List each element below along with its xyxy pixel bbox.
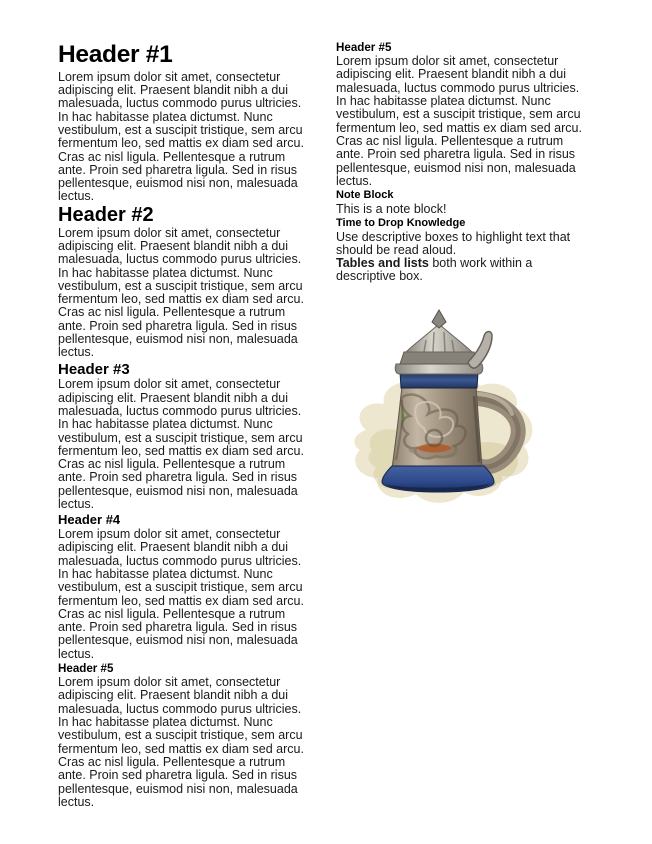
drop-knowledge-heading: Time to Drop Knowledge [336, 216, 466, 229]
lorem-paragraph: Lorem ipsum dolor sit amet, consectetur adipiscing elit. Praesent blandit nibh a dui malesuada, luctus commodo purus ultricies. In hac habitasse platea dictumst. Nunc vestibulum, est a suscipit tristique, sem arcu fermentum leo, sed mattis ex diam sed arcu. Cras ac nisl ligula. Pellentesque a rutrum ante. Proin sed pharetra ligula. Sed in risus pellentesque, euismod nisi non, malesuada lectus. [58, 527, 304, 661]
tables-and-lists-bold: Tables and lists [336, 256, 429, 271]
header-4-heading: Header #4 [58, 512, 121, 528]
right-column [336, 30, 586, 809]
header-1-heading: Header #1 [58, 41, 173, 68]
stein-body [392, 386, 482, 468]
header-3-heading: Header #3 [58, 360, 130, 378]
header-5-heading: Header #5 [58, 661, 114, 675]
beer-stein-figure [338, 300, 562, 512]
lorem-paragraph: Lorem ipsum dolor sit amet, consectetur adipiscing elit. Praesent blandit nibh a dui malesuada, luctus commodo purus ultricies. In hac habitasse platea dictumst. Nunc vestibulum, est a suscipit tristique, sem arcu fermentum leo, sed mattis ex diam sed arcu. Cras ac nisl ligula. Pellentesque a rutrum ante. Proin sed pharetra ligula. Sed in risus pellentesque, euismod nisi non, malesuada lectus. [336, 54, 582, 188]
drop-knowledge-text: Use descriptive boxes to highlight text that should be read aloud. [336, 229, 571, 257]
stein-thumb-lever [468, 331, 492, 368]
note-block-heading: Note Block [336, 189, 394, 202]
tables-and-lists-rest: both work within a descriptive box. [336, 256, 533, 284]
left-column [58, 30, 308, 809]
beer-stein-image [338, 300, 562, 512]
lorem-paragraph: Lorem ipsum dolor sit amet, consectetur adipiscing elit. Praesent blandit nibh a dui malesuada, luctus commodo purus ultricies. In hac habitasse platea dictumst. Nunc vestibulum, est a suscipit tristique, sem arcu fermentum leo, sed mattis ex diam sed arcu. Cras ac nisl ligula. Pellentesque a rutrum ante. Proin sed pharetra ligula. Sed in risus pellentesque, euismod nisi non, malesuada lectus. [58, 377, 304, 512]
stein-base [382, 466, 494, 492]
lorem-paragraph: Lorem ipsum dolor sit amet, consectetur adipiscing elit. Praesent blandit nibh a dui malesuada, luctus commodo purus ultricies. In hac habitasse platea dictumst. Nunc vestibulum, est a suscipit tristique, sem arcu fermentum leo, sed mattis ex diam sed arcu. Cras ac nisl ligula. Pellentesque a rutrum ante. Proin sed pharetra ligula. Sed in risus pellentesque, euismod nisi non, malesuada lectus. [58, 675, 304, 809]
header-2-heading: Header #2 [58, 203, 154, 226]
tables-and-lists-text [336, 257, 586, 284]
lorem-paragraph: Lorem ipsum dolor sit amet, consectetur adipiscing elit. Praesent blandit nibh a dui malesuada, luctus commodo purus ultricies. In hac habitasse platea dictumst. Nunc vestibulum, est a suscipit tristique, sem arcu fermentum leo, sed mattis ex diam sed arcu. Cras ac nisl ligula. Pellentesque a rutrum ante. Proin sed pharetra ligula. Sed in risus pellentesque, euismod nisi non, malesuada lectus. [58, 69, 304, 204]
header-5-heading: Header #5 [336, 41, 392, 54]
note-block-text: This is a note block! [336, 201, 447, 216]
lorem-paragraph: Lorem ipsum dolor sit amet, consectetur adipiscing elit. Praesent blandit nibh a dui malesuada, luctus commodo purus ultricies. In hac habitasse platea dictumst. Nunc vestibulum, est a suscipit tristique, sem arcu fermentum leo, sed mattis ex diam sed arcu. Cras ac nisl ligula. Pellentesque a rutrum ante. Proin sed pharetra ligula. Sed in risus pellentesque, euismod nisi non, malesuada lectus. [58, 225, 304, 360]
